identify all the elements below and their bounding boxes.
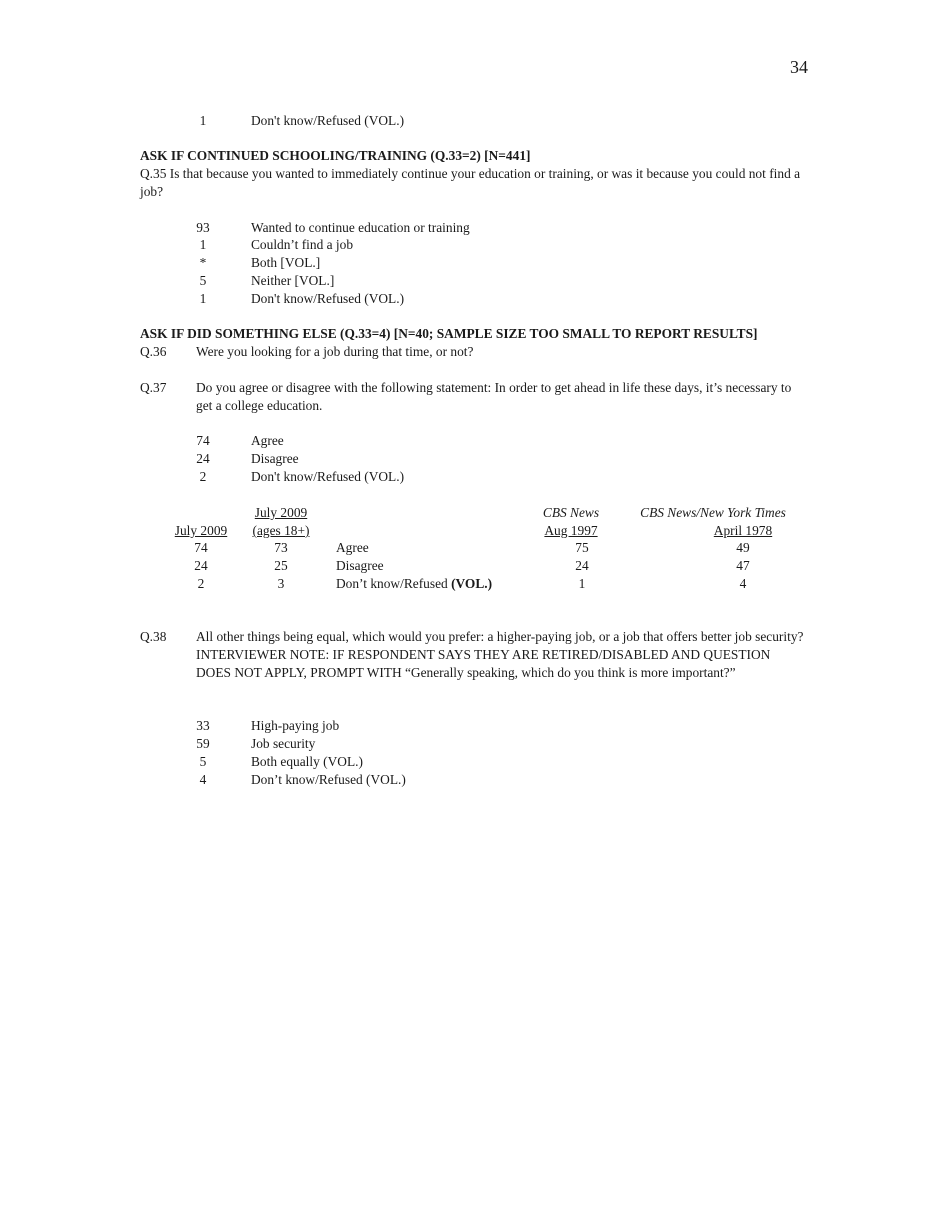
option-value: 1 — [199, 237, 207, 252]
option-label: Job security — [251, 736, 316, 751]
option-label: Agree — [251, 433, 284, 448]
row-label-bold: (VOL.) — [451, 576, 493, 591]
option-label: Both equally (VOL.) — [251, 754, 363, 769]
cell-april1978: 49 — [736, 540, 750, 555]
col1-header: July 2009 — [174, 523, 228, 538]
cell-july2009: 2 — [197, 576, 205, 591]
option-value: 93 — [196, 220, 210, 235]
option-label: Couldn’t find a job — [251, 237, 354, 252]
col3-header-bottom: Aug 1997 — [544, 523, 598, 538]
q37-text: Do you agree or disagree with the following statement: In order to get ahead in life these days, it’s necessary to get a college education. — [196, 380, 792, 413]
option-label: Don't know/Refused (VOL.) — [251, 469, 405, 484]
col3-header-top: CBS News — [542, 505, 600, 520]
cell-july2009-18plus: 3 — [277, 576, 285, 591]
page-number: 34 — [790, 57, 808, 77]
q38-number: Q.38 — [140, 629, 167, 644]
col2-header-top: July 2009 — [254, 505, 308, 520]
cell-july2009: 24 — [194, 558, 208, 573]
option-label: Don't know/Refused (VOL.) — [251, 113, 405, 128]
q36-text: Were you looking for a job during that time, or not? — [196, 344, 474, 359]
col4-header-bottom: April 1978 — [713, 523, 773, 538]
row-label: Disagree — [336, 558, 384, 573]
option-label: Wanted to continue education or training — [251, 220, 470, 235]
row-label-text: Don’t know/Refused — [336, 576, 452, 591]
q37-number: Q.37 — [140, 380, 167, 395]
option-label: Don't know/Refused (VOL.) — [251, 291, 405, 306]
option-label: High-paying job — [251, 718, 340, 733]
option-value: * — [199, 255, 207, 270]
option-label: Disagree — [251, 451, 299, 466]
cell-april1978: 47 — [736, 558, 750, 573]
option-value: 1 — [199, 291, 207, 306]
cell-july2009: 74 — [194, 540, 208, 555]
option-value: 1 — [199, 113, 207, 128]
option-value: 74 — [196, 433, 210, 448]
option-value: 4 — [199, 772, 207, 787]
option-value: 5 — [199, 754, 207, 769]
col2-header-bottom: (ages 18+) — [252, 523, 310, 538]
row-label — [336, 575, 492, 593]
option-label: Both [VOL.] — [251, 255, 321, 270]
cell-july2009-18plus: 25 — [274, 558, 288, 573]
option-value: 33 — [196, 718, 210, 733]
cell-april1978: 4 — [739, 576, 747, 591]
q38-text: All other things being equal, which would you prefer: a higher-paying job, or a job that offers better job security? INTERVIEWER NOTE: IF RESPONDENT SAYS THEY ARE RETIRED/DISABLED AND QUESTION DOES NOT APPLY, PROMPT WITH “Generally speaking, which do you think is more important?” — [196, 629, 804, 680]
q35-heading: ASK IF CONTINUED SCHOOLING/TRAINING (Q.33=2) [N=441] — [140, 148, 531, 163]
option-value: 59 — [196, 736, 210, 751]
option-value: 24 — [196, 451, 210, 466]
cell-aug1997: 1 — [578, 576, 586, 591]
option-value: 5 — [199, 273, 207, 288]
q36-heading: ASK IF DID SOMETHING ELSE (Q.33=4) [N=40; SAMPLE SIZE TOO SMALL TO REPORT RESULTS] — [140, 326, 758, 341]
option-label: Neither [VOL.] — [251, 273, 335, 288]
cell-july2009-18plus: 73 — [274, 540, 288, 555]
cell-aug1997: 24 — [575, 558, 589, 573]
col4-header-top: CBS News/New York Times — [640, 505, 786, 520]
row-label: Agree — [336, 540, 369, 555]
option-label: Don’t know/Refused (VOL.) — [251, 772, 406, 787]
q35-text: Q.35 Is that because you wanted to immediately continue your education or training, or was it because you could not find a job? — [140, 166, 801, 199]
option-value: 2 — [199, 469, 207, 484]
cell-aug1997: 75 — [575, 540, 589, 555]
q36-number: Q.36 — [140, 344, 167, 359]
